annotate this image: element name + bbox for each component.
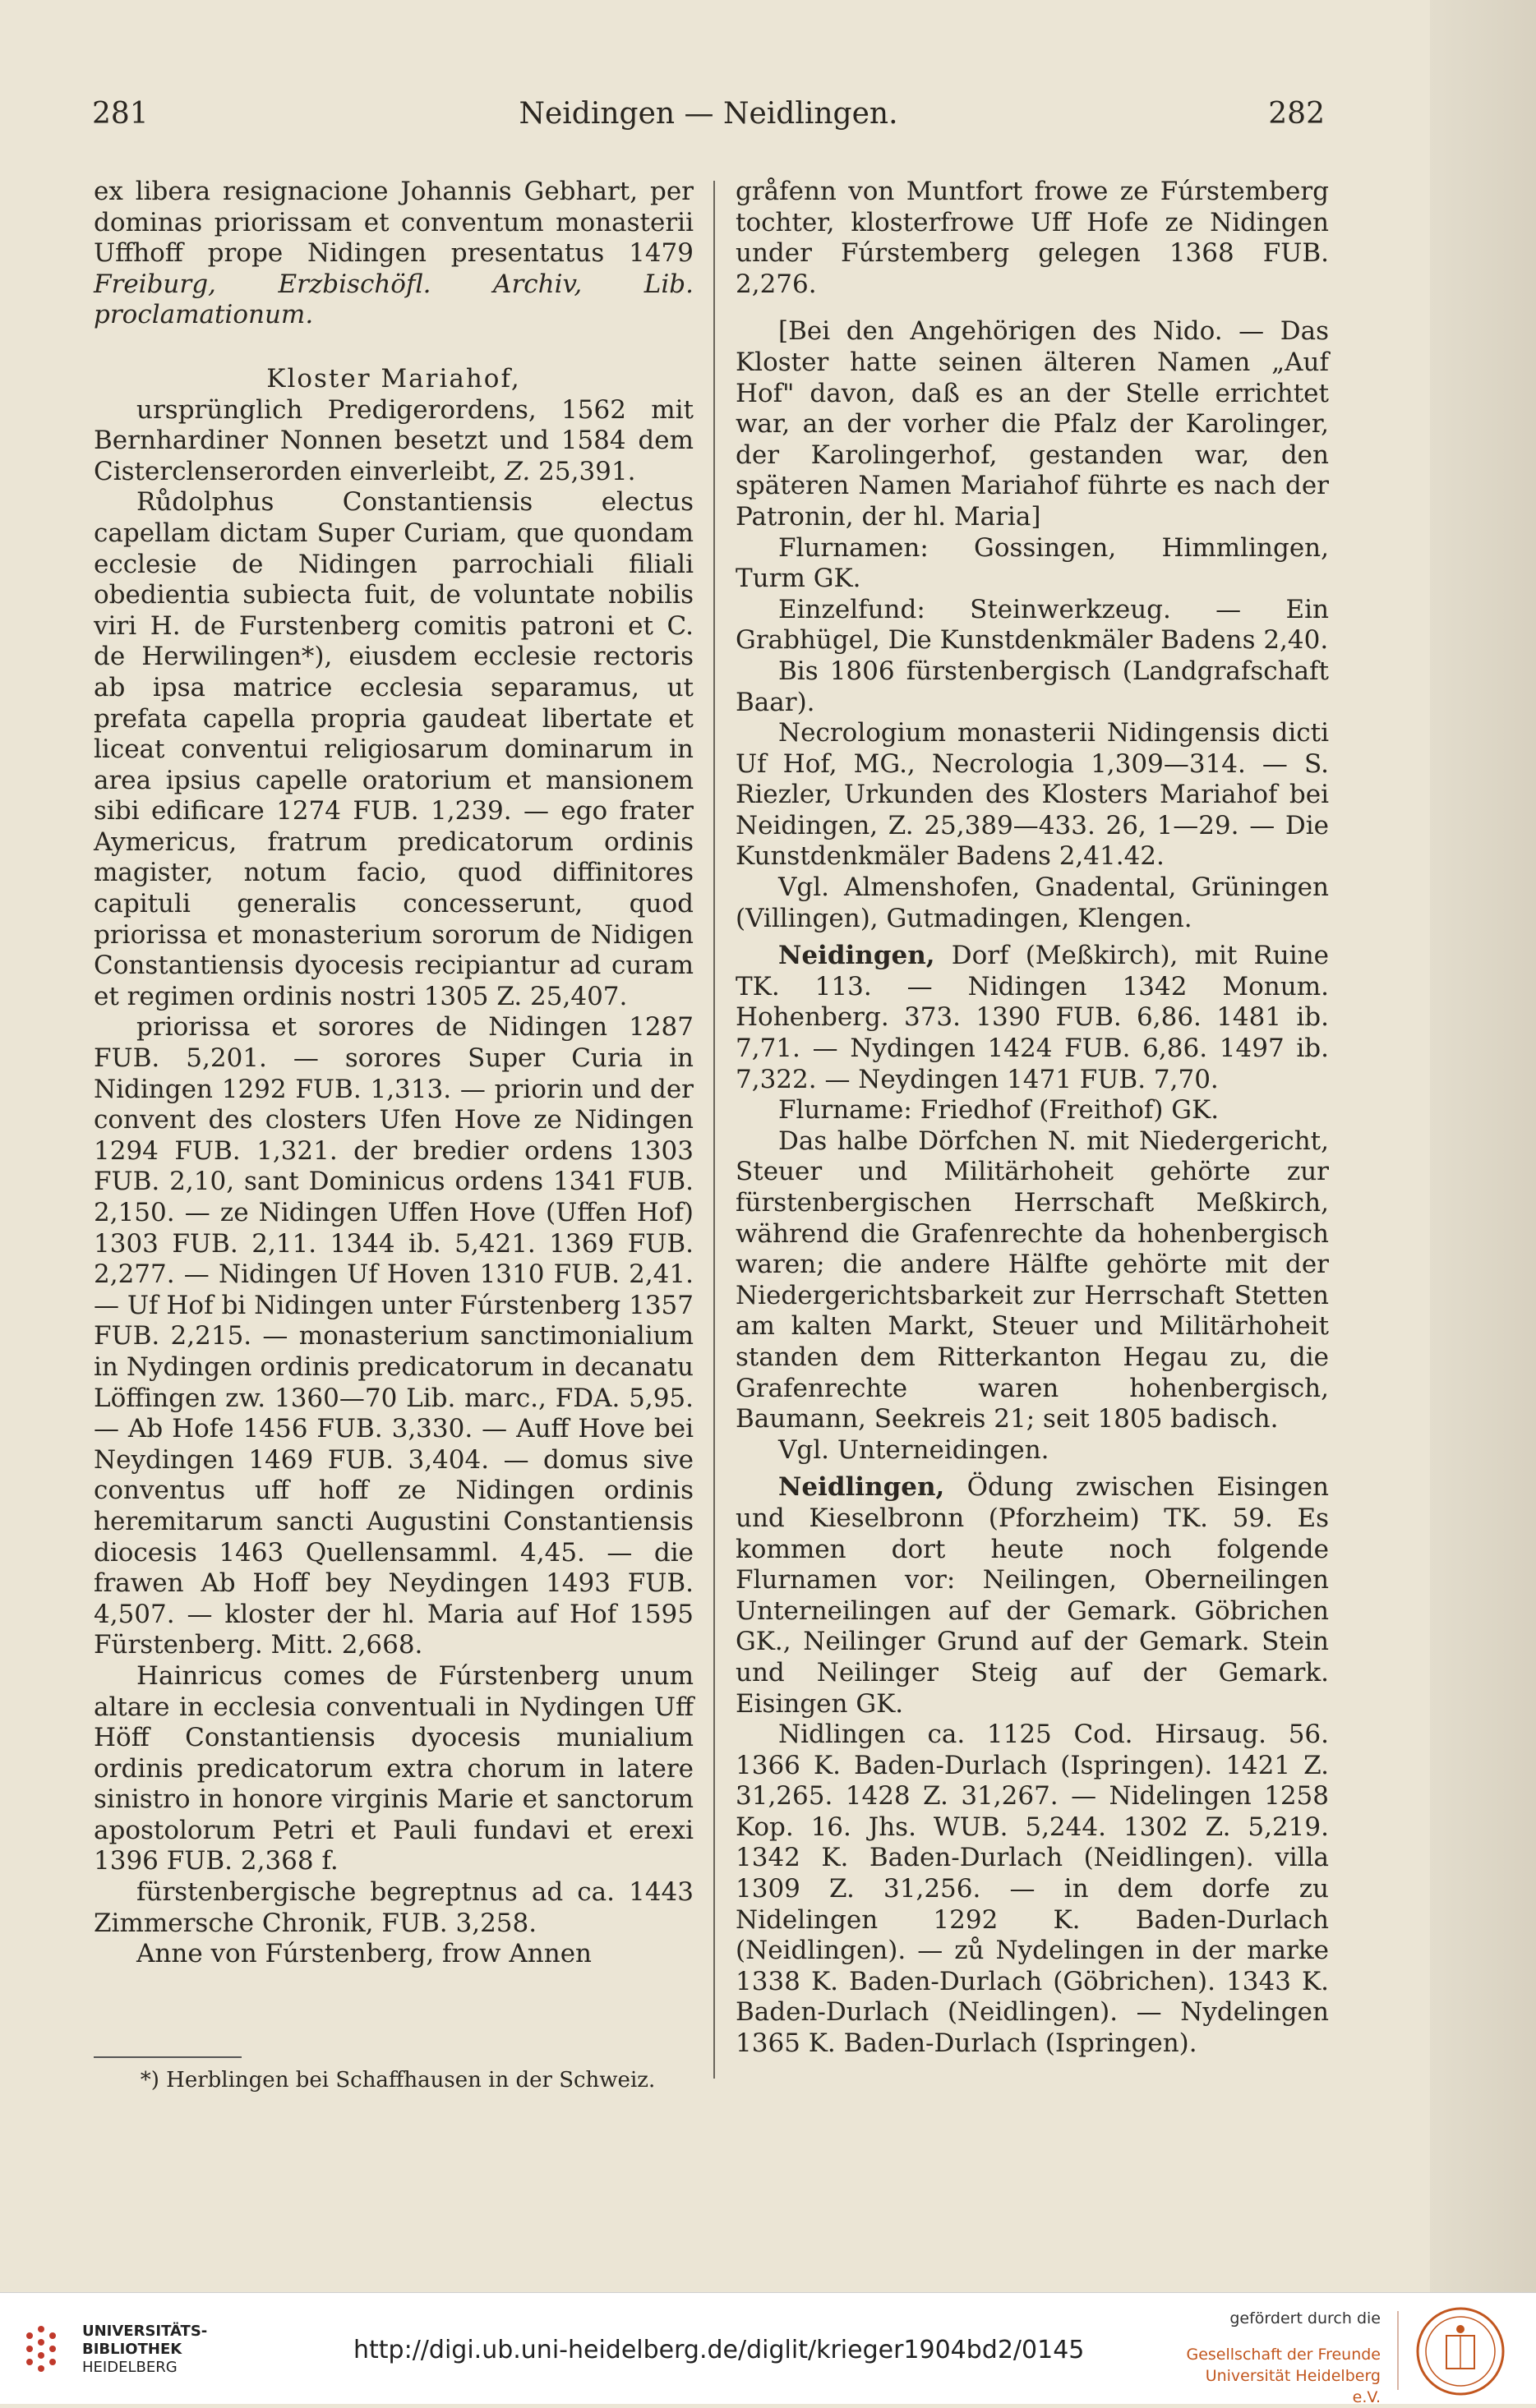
right-page-number: 282: [1268, 97, 1325, 131]
paragraph: Vgl. Almenshofen, Gnadental, Grüningen (Villingen), Gutmadingen, Klengen.: [736, 872, 1329, 933]
subheading: Kloster Mariahof,: [266, 363, 521, 394]
entry-neidingen: Neidingen, Dorf (Meßkirch), mit Ruine TK. 113. — Nidingen 1342 Monum. Hohenberg. 373. 1390 FUB. 6,86. 1481 ib. 7,71. — Nydingen 1424 FUB. 6,86. 1497 ib. 7,322. — Neydingen 1471 FUB. 7,70.: [736, 941, 1330, 1094]
paragraph: Anne von Fúrstenberg, frow Annen: [136, 1939, 593, 1969]
library-name: UNIVERSITÄTS- BIBLIOTHEK HEIDELBERG: [82, 2323, 208, 2376]
paragraph: Růdolphus Constantiensis electus capellam dictam Super Curiam, que quondam ecclesie de Nidingen parrochiali filiali obedientia subiecta fuit, de voluntate nobilis viri H. de Furstenberg comitis patroni et C. de Herwilingen*), eiusdem ecclesie rectoris ab ipsa matrice ecclesia separamus, ut prefata capella propria gaudeat libertate et liceat conventui religiosarum dominarum in area ipsius capelle oratorium et mansionem sibi edificare 1274 FUB. 1,239. — ego frater Aymericus, fratrum predicatorum ordinis magister, notum facio, quod diffinitores capituli generalis concesserunt, quod priorissa et monasterium sororum de Nidigen Constantiensis dyocesis recipiantur ad curam et regimen ordinis nostri 1305 Z. 25,407.: [94, 487, 694, 1011]
sponsor-seal-icon: [1415, 2306, 1506, 2396]
paragraph: Flurnamen: Gossingen, Himmlingen, Turm GK.: [736, 532, 1329, 594]
footnote: *) Herblingen bei Schaffhausen in der Schweiz.: [140, 2068, 656, 2093]
paragraph: priorissa et sorores de Nidingen 1287 FUB. 5,201. — sorores Super Curia in Nidingen 1292 FUB. 1,313. — priorin und der convent des closters Ufen Hove ze Nidingen 1294 FUB. 1,321. der bredier ordens 1303 FUB. 2,10, sant Dominicus ordens 1341 FUB. 2,150. — ze Nidingen Uffen Hove (Uffen Hof) 1303 FUB. 2,11. 1344 ib. 5,421. 1369 FUB. 2,277. — Nidingen Uf Hoven 1310 FUB. 2,41. — Uf Hof bi Nidingen unter Fúrstenberg 1357 FUB. 2,215. — monasterium sanctimonialium in Nydingen ordinis predicatorum in decanatu Löffingen zw. 1360—70 Lib. marc., FDA. 5,95. — Ab Hofe 1456 FUB. 3,330. — Auff Hove bei Neydingen 1469 FUB. 3,404. — domus sive conventus uff hoff ze Nidingen ordinis heremitarum sancti Augustini Constantiensis diocesis 1463 Quellensamml. 4,45. — die frawen Ab Hoff bey Neydingen 1493 FUB. 4,507. — kloster der hl. Maria auf Hof 1595 Fürstenberg. Mitt. 2,668.: [94, 1012, 694, 1660]
entry-headword: Neidingen,: [778, 941, 935, 971]
permalink-url[interactable]: http://digi.ub.uni-heidelberg.de/diglit/krieger1904bd2/0145: [353, 2336, 1085, 2364]
paragraph: ex libera resignacione Johannis Gebhart, per dominas priorissam et conventum monasterii Uffhoff prope Nidingen presentatus 1479 Freiburg, Erzbischöfl. Archiv, Lib. proclamationum.: [94, 177, 694, 330]
citation: Freiburg, Erzbischöfl. Archiv, Lib. proclamationum.: [94, 269, 694, 330]
paragraph: [Bei den Angehörigen des Nido. — Das Kloster hatte seinen älteren Namen „Auf Hof" davon, daß es an der Stelle errichtet war, an der vorher die Pfalz der Karolinger, der Karolingerhof, gestanden war, den späteren Namen Mariahof führte es nach der Patronin, der hl. Maria]: [736, 316, 1329, 532]
paragraph: gråfenn von Muntfort frowe ze Fúrstemberg tochter, klosterfrowe Uff Hofe ze Nidingen under Fúrstemberg gelegen 1368 FUB. 2,276.: [736, 177, 1329, 299]
paragraph: Hainricus comes de Fúrstenberg unum altare in ecclesia conventuali in Nydingen Uff Höff Constantiensis dyocesis munialium ordinis predicatorum extra chorum in latere sinistro in honore virginis Marie et sanctorum apostolorum Petri et Pauli fundavi et erexi 1396 FUB. 2,368 f.: [94, 1660, 694, 1876]
paragraph: fürstenbergische begreptnus ad ca. 1443 Zimmersche Chronik, FUB. 3,258.: [94, 1877, 694, 1938]
paragraph: Einzelfund: Steinwerkzeug. — Ein Grabhügel, Die Kunstdenkmäler Badens 2,40.: [736, 594, 1329, 656]
column-divider: [713, 181, 715, 2079]
entry-headword: Neidlingen,: [778, 1472, 945, 1503]
viewer-footer: [0, 2292, 1536, 2404]
paragraph: Bis 1806 fürstenbergisch (Landgrafschaft Baar).: [736, 656, 1329, 717]
paragraph: Flurname: Friedhof (Freithof) GK.: [778, 1095, 1220, 1126]
sponsor-text: gefördert durch die Gesellschaft der Freunde Universität Heidelberg e.V.: [1186, 2309, 1381, 2406]
running-header: [92, 97, 1325, 146]
left-column: [94, 177, 694, 1970]
paragraph: Das halbe Dörfchen N. mit Niedergericht, Steuer und Militärhoheit gehörte zur fürstenbergischen Herrschaft Meßkirch, während die Grafenrechte da hohenbergisch waren; die andere Hälfte gehörte mit der Niedergerichtsbarkeit zur Herrschaft Stetten am kalten Markt, Steuer und Militärhoheit standen dem Ritterkanton Hegau zu, die Grafenrechte waren hohenbergisch, Baumann, Seekreis 21; seit 1805 badisch.: [736, 1126, 1329, 1434]
paragraph: ursprünglich Predigerordens, 1562 mit Bernhardiner Nonnen besetzt und 1584 dem Cisterclenserorden einverleibt, Z. 25,391.: [94, 394, 694, 486]
university-seal-icon: [12, 2318, 69, 2382]
running-title: Neidingen — Neidlingen.: [519, 97, 898, 131]
footnote-rule: [94, 2056, 242, 2058]
paragraph: Nidlingen ca. 1125 Cod. Hirsaug. 56. 1366 K. Baden-Durlach (Ispringen). 1421 Z. 31,265. 1428 Z. 31,267. — Nidelingen 1258 Kop. 16. Jhs. WUB. 5,244. 1302 Z. 5,219. 1342 K. Baden-Durlach (Neidlingen). villa 1309 Z. 31,256. — in dem dorfe zu Nidelingen 1292 K. Baden-Durlach (Neidlingen). — zů Nydelingen in der marke 1338 K. Baden-Durlach (Göbrichen). 1343 K. Baden-Durlach (Neidlingen). — Nydelingen 1365 K. Baden-Durlach (Ispringen).: [736, 1720, 1329, 2059]
page-edge: [1430, 0, 1536, 2292]
entry-neidlingen: Neidlingen, Ödung zwischen Eisingen und Kieselbronn (Pforzheim) TK. 59. Es kommen dort heute noch folgende Flurnamen vor: Neilingen, Oberneilingen Unterneilingen auf der Gemark. Göbrichen GK., Neilinger Grund auf der Gemark. Stein und Neilinger Steig auf der Gemark. Eisingen GK.: [736, 1472, 1329, 1719]
paragraph: Necrologium monasterii Nidingensis dicti Uf Hof, MG., Necrologia 1,309—314. — S. Riezler, Urkunden des Klosters Mariahof bei Neidingen, Z. 25,389—433. 26, 1—29. — Die Kunstdenkmäler Badens 2,41.42.: [736, 718, 1329, 872]
paragraph: Vgl. Unterneidingen.: [778, 1434, 1049, 1465]
footer-divider: [1397, 2311, 1399, 2390]
right-column: [736, 177, 1329, 2060]
left-page-number: 281: [92, 97, 149, 131]
